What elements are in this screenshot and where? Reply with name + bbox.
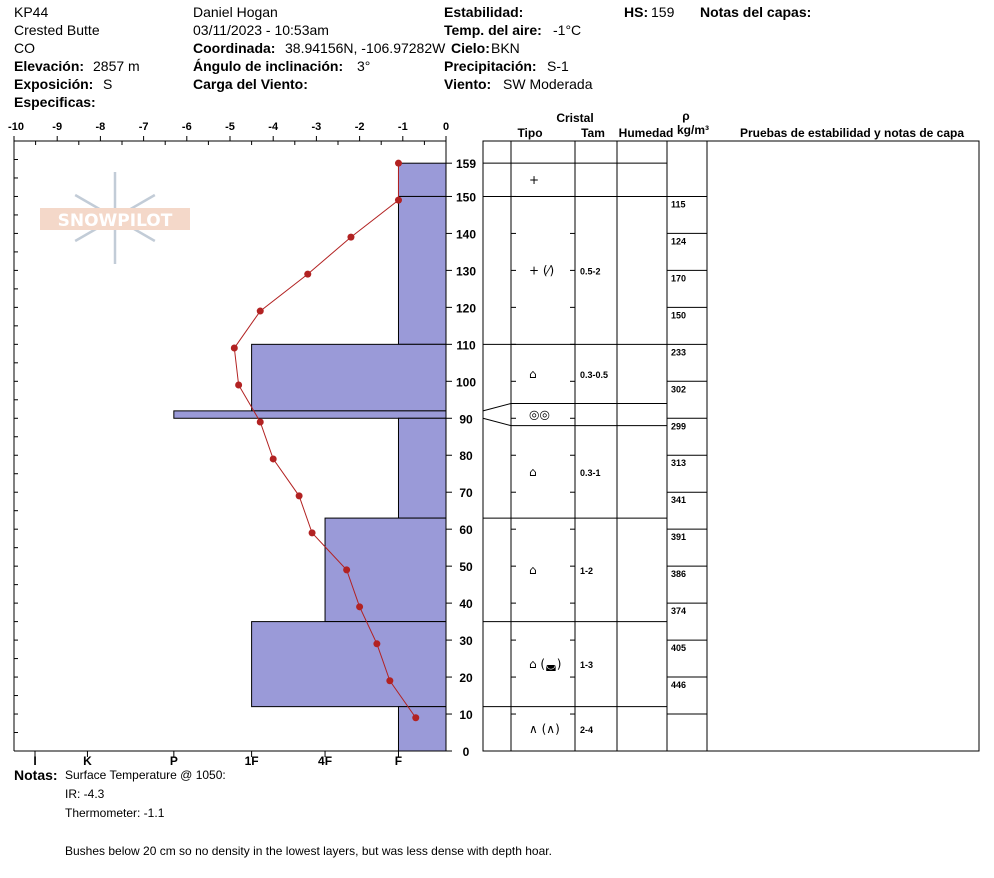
density-value: 170: [671, 273, 687, 284]
hardness-bar: [252, 622, 446, 707]
density-unit-header: kg/m³: [676, 123, 710, 137]
temp-tick-label: -4: [268, 121, 279, 133]
temperature-point: [257, 308, 264, 315]
stability-label: Estabilidad:: [444, 4, 524, 20]
temp-tick-label: -7: [138, 121, 149, 133]
layer-connector: [483, 403, 511, 410]
height-tick-label: 130: [455, 264, 477, 279]
crystal-type: ⌂: [529, 366, 537, 381]
notes-label: Notas:: [14, 767, 58, 783]
crystal-size: 1-2: [580, 565, 594, 576]
notes-line-5: Bushes below 20 cm so no density in the lowest layers, but was less dense with depth hoar.: [65, 844, 552, 858]
height-tick-label: 30: [459, 634, 473, 649]
location: Crested Butte: [14, 22, 100, 38]
hardness-bar: [398, 418, 446, 518]
hs-label: HS:: [624, 4, 649, 20]
temperature-point: [395, 197, 402, 204]
site-name: KP44: [14, 4, 49, 20]
hardness-tick-label: P: [169, 754, 178, 768]
precip-value: S-1: [547, 58, 569, 74]
hardness-tick-label: 4F: [318, 754, 333, 768]
density-value: 391: [671, 532, 687, 543]
crystal-type: ◎◎: [529, 407, 550, 422]
density-value: 115: [671, 199, 686, 210]
temp-tick-label: 0: [442, 121, 450, 133]
air-temp-label: Temp. del aire:: [444, 22, 542, 38]
temp-tick-label: -10: [8, 121, 24, 133]
temperature-point: [395, 160, 402, 167]
density-value: 374: [671, 606, 687, 617]
crystal-header: Cristal: [556, 111, 594, 125]
height-tick-label: 60: [459, 523, 473, 538]
height-tick-label: 110: [456, 338, 476, 353]
wind-load-label: Carga del Viento:: [193, 76, 308, 92]
hardness-tick-label: 1F: [244, 754, 259, 768]
height-tick-label: 10: [459, 708, 473, 723]
crystal-size: 0.3-0.5: [580, 369, 609, 380]
notes-line-2: IR: -4.3: [65, 787, 105, 801]
crystal-type: + (⁄): [529, 263, 555, 278]
crystal-type: ⌂ (◛): [529, 657, 562, 672]
density-value: 302: [671, 384, 687, 395]
temperature-point: [270, 455, 277, 462]
density-value: 233: [671, 347, 687, 358]
size-header: Tam: [581, 126, 605, 140]
temperature-point: [347, 234, 354, 241]
temperature-point: [235, 382, 242, 389]
height-tick-label: 70: [459, 486, 473, 501]
aspect-value: S: [103, 76, 113, 92]
hardness-tick-label: F: [394, 754, 403, 768]
temperature-point: [304, 271, 311, 278]
temperature-point: [386, 677, 393, 684]
sky-label: Cielo:: [451, 40, 490, 56]
hardness-tick-label: K: [83, 754, 92, 768]
wind-value: SW Moderada: [503, 76, 593, 92]
density-value: 313: [671, 458, 687, 469]
height-tick-label: 120: [455, 301, 477, 316]
density-value: 150: [671, 310, 687, 321]
specifics-label: Especificas:: [14, 94, 96, 110]
moisture-header: Humedad: [618, 126, 674, 140]
temperature-point: [356, 603, 363, 610]
temp-tick-label: -9: [52, 121, 63, 133]
density-value: 386: [671, 569, 687, 580]
logo-text: SNOWPILOT: [57, 211, 173, 231]
crystal-size: 2-4: [580, 724, 594, 735]
notes-line-3: Thermometer: -1.1: [65, 806, 165, 820]
temperature-point: [309, 529, 316, 536]
layer-connector: [483, 418, 511, 425]
hardness-bar: [252, 344, 446, 411]
height-tick-label: 0: [462, 745, 470, 759]
temperature-point: [343, 566, 350, 573]
sky-value: BKN: [491, 40, 520, 56]
layer-notes-label: Notas del capas:: [700, 4, 812, 20]
elevation-label: Elevación:: [14, 58, 85, 74]
notes-line-1: Surface Temperature @ 1050:: [65, 768, 226, 782]
temp-tick-label: -1: [397, 121, 408, 133]
height-tick-label: 80: [459, 449, 473, 464]
height-tick-label: 159: [455, 157, 477, 172]
wind-label: Viento:: [444, 76, 492, 92]
crystal-type: ∧ (∧): [529, 721, 560, 736]
temperature-point: [373, 640, 380, 647]
aspect-label: Exposición:: [14, 76, 94, 92]
temperature-point: [412, 714, 419, 721]
hardness-bar: [398, 707, 446, 751]
height-tick-label: 100: [455, 375, 477, 390]
slope-value: 3°: [357, 58, 371, 74]
hardness-bar: [174, 411, 446, 418]
hs-value: 159: [651, 4, 675, 20]
hardness-bar: [398, 163, 446, 196]
temp-tick-label: -6: [181, 121, 192, 133]
coord-label: Coordinada:: [193, 40, 276, 56]
precip-label: Precipitación:: [444, 58, 537, 74]
elevation-value: 2857 m: [93, 58, 140, 74]
temp-tick-label: -8: [95, 121, 106, 133]
crystal-size: 0.5-2: [580, 266, 601, 277]
height-tick-label: 90: [459, 412, 473, 427]
slope-label: Ángulo de inclinación:: [193, 58, 344, 74]
density-value: 446: [671, 680, 687, 691]
height-tick-label: 150: [455, 190, 477, 205]
temp-tick-label: -5: [225, 121, 235, 133]
crystal-type: ⌂: [529, 562, 537, 577]
height-tick-label: 20: [459, 671, 473, 686]
type-header: Tipo: [517, 126, 543, 140]
hardness-tick-label: I: [33, 754, 37, 768]
datetime: 03/11/2023 - 10:53am: [193, 22, 329, 38]
hardness-bar: [398, 196, 446, 344]
density-value: 405: [671, 643, 687, 654]
temp-tick-label: -2: [354, 121, 365, 133]
crystal-type: ⌂: [529, 464, 537, 479]
state: CO: [14, 40, 35, 56]
crystal-size: 1-3: [580, 660, 594, 671]
height-tick-label: 140: [455, 227, 477, 242]
crystal-type: +: [529, 172, 540, 187]
crystal-size: 0.3-1: [580, 467, 601, 478]
snowpilot-logo: [40, 172, 190, 264]
density-value: 124: [671, 236, 687, 247]
temperature-point: [257, 418, 264, 425]
height-tick-label: 50: [459, 560, 473, 575]
density-rho-header: ρ: [682, 109, 690, 123]
density-value: 341: [671, 495, 687, 506]
density-value: 299: [671, 421, 687, 432]
air-temp-value: -1°C: [553, 22, 582, 38]
observer: Daniel Hogan: [193, 4, 278, 20]
temperature-point: [296, 492, 303, 499]
height-tick-label: 40: [459, 597, 473, 612]
tests-header: Pruebas de estabilidad y notas de capa: [739, 126, 965, 140]
temp-tick-label: -3: [311, 121, 322, 133]
coord-value: 38.94156N, -106.97282W: [285, 40, 446, 56]
temperature-point: [231, 345, 238, 352]
